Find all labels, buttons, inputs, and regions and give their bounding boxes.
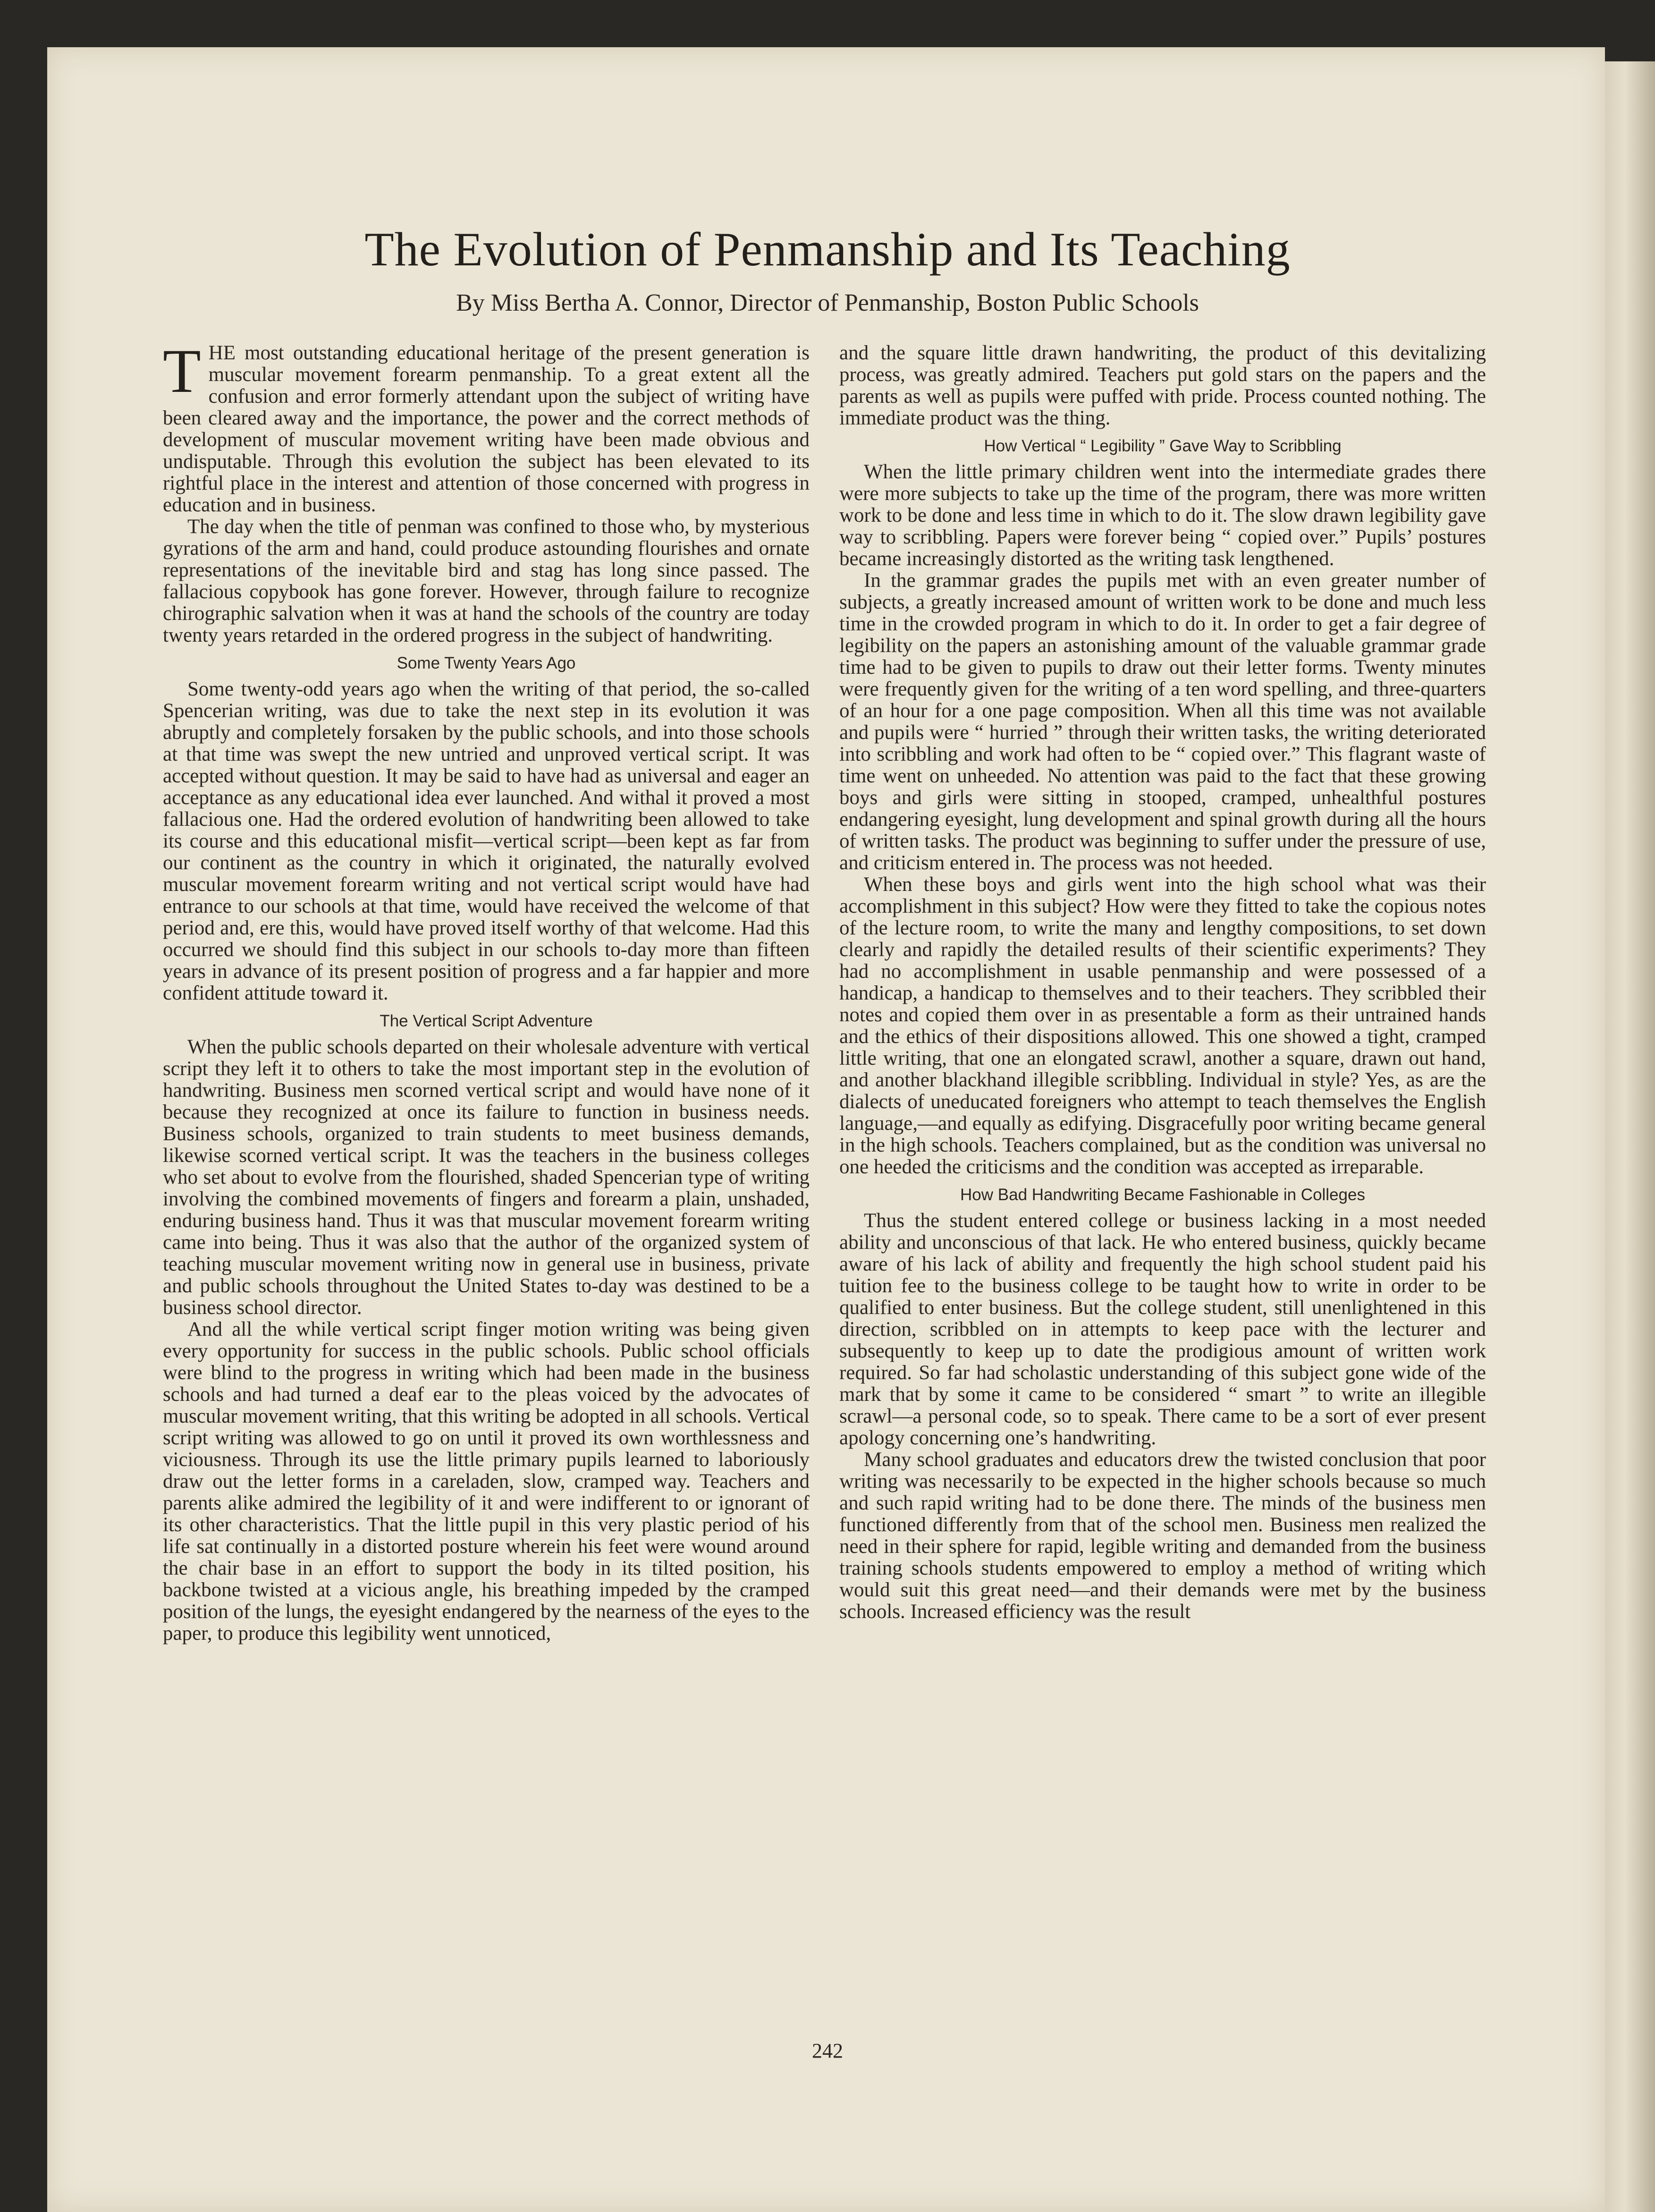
paragraph: Many school graduates and educators drew the twisted conclusion that poor writing was necessarily to be expected in the higher schools because so much and such rapid writing had to be done there. The minds of the business men functioned differently from that of the school men. Business men realized the need in their sphere for rapid, legible writing and demanded from the business training schools students empowered to employ a method of writing which would suit this great need—and their demands were met by the business schools. Increased efficiency was the result — [839, 1449, 1486, 1623]
paragraph: When the little primary children went into the intermediate grades there were more subjects to take up the time of the program, there was more written work to be done and less time in which to do it. The slow drawn legibility gave way to scribbling. Papers were forever being “ copied over.” Pupils’ postures became increasingly distorted as the writing task lengthened. — [839, 461, 1486, 570]
section-heading: How Vertical “ Legibility ” Gave Way to Scribbling — [984, 437, 1342, 455]
left-column — [163, 342, 810, 2014]
article-title: The Evolution of Penmanship and Its Teaching — [364, 223, 1291, 276]
paragraph: Some twenty-odd years ago when the writing of that period, the so-called Spencerian writing, was due to take the next step in its evolution it was abruptly and completely forsaken by the public schools, and into those schools at that time was swept the new untried and unproved vertical script. It was accepted without question. It may be said to have had as universal and eager an acceptance as any educational idea ever launched. And withal it proved a most fallacious one. Had the ordered evolution of handwriting been allowed to take its course and this educational misfit—vertical script—been kept as far from our continent as the country in which it originated, the naturally evolved muscular movement forearm writing and not vertical script would have had entrance to our schools at that time, would have received the welcome of that period and, ere this, would have proved itself worthy of that welcome. Had this occurred we should find this subject in our schools to-day more than fifteen years in advance of its present position of progress and a far happier and more confident attitude toward it. — [163, 678, 810, 1004]
paragraph: When the public schools departed on their wholesale adventure with vertical script they left it to others to take the most important step in the evolution of handwriting. Business men scorned vertical script and would have none of it because they recognized at once its failure to function in business needs. Business schools, organized to train students to meet business demands, likewise scorned vertical script. It was the teachers in the business colleges who set about to evolve from the flourished, shaded Spencerian type of writing involving the combined movements of fingers and forearm a plain, unshaded, enduring business hand. Thus it was that muscular movement forearm writing came into being. Thus it was also that the author of the organized system of teaching muscular movement writing now in general use in business, private and public schools throughout the United States to-day was destined to be a business school director. — [163, 1036, 810, 1319]
paragraph: The day when the title of penman was confined to those who, by mysterious gyrations of the arm and hand, could produce astounding flourishes and ornate representations of the inevitable bird and stag has long since passed. The fallacious copybook has gone forever. However, through failure to recognize chirographic salvation when it was at hand the schools of the country are today twenty years retarded in the ordered progress in the subject of handwriting. — [163, 516, 810, 646]
section-heading: How Bad Handwriting Became Fashionable in Colleges — [960, 1186, 1365, 1204]
page-number: 242 — [812, 2039, 843, 2062]
paragraph: and the square little drawn handwriting, the product of this devitalizing process, was greatly admired. Teachers put gold stars on the papers and the parents as well as pupils were puffed with pride. Process counted nothing. The immediate product was the thing. — [839, 342, 1486, 429]
section-heading: Some Twenty Years Ago — [397, 654, 576, 672]
section-heading: The Vertical Script Adventure — [380, 1012, 593, 1030]
book-spine-edge — [1605, 61, 1655, 2212]
paragraph: And all the while vertical script finger motion writing was being given every opportunity for success in the public schools. Public school officials were blind to the progress in writing which had been made in the business schools and had turned a deaf ear to the pleas voiced by the advocates of muscular movement writing, that this writing be adopted in all schools. Vertical script writing was allowed to go on until it proved its own worthlessness and viciousness. Through its use the little primary pupils learned to laboriously draw out the letter forms in a careladen, slow, cramped way. Teachers and parents alike admired the legibility of it and were indifferent to or ignorant of its other characteristics. That the little pupil in this very plastic period of his life sat continually in a distorted posture wherein his feet were wound around the chair base in an effort to support the body in its tilted position, his backbone twisted at a vicious angle, his breathing impeded by the cramped position of the lungs, the eyesight endangered by the nearness of the eyes to the paper, to produce this legibility went unnoticed, — [163, 1318, 810, 1644]
drop-cap: T — [163, 342, 201, 406]
paragraph: Thus the student entered college or business lacking in a most needed ability and unconscious of that lack. He who entered business, quickly became aware of his lack of ability and frequently the high school student paid his tuition fee to the business college to be taught how to write in order to be qualified to enter business. But the college student, still unenlightened in this direction, scribbled on in attempts to keep pace with the lecturer and subsequently to keep up to date the prodigious amount of written work required. So far had scholastic understanding of this subject gone wide of the mark that by some it came to be considered “ smart ” to write an illegible scrawl—a personal code, so to speak. There came to be a sort of ever present apology concerning one’s handwriting. — [839, 1210, 1486, 1449]
paragraph: In the grammar grades the pupils met with an even greater number of subjects, a greatly increased amount of written work to be done and much less time in the crowded program in which to do it. In order to get a fair degree of legibility on the papers an astonishing amount of the valuable grammar grade time had to be given to pupils to draw out their letter forms. Twenty minutes were frequently given for the writing of a ten word spelling, and three-quarters of an hour for a one page composition. When all this time was not available and pupils were “ hurried ” through their written tasks, the writing deteriorated into scribbling and work had often to be “ copied over.” This flagrant waste of time went on unheeded. No attention was paid to the fact that these growing boys and girls were sitting in stooped, cramped, unhealthful postures endangering eyesight, lung development and spinal growth during all the hours of written tasks. The product was beginning to suffer under the pressure of use, and criticism entered in. The process was not heeded. — [839, 569, 1486, 874]
paragraph-text: HE most outstanding educational heritage of the present generation is muscular movement forearm penmanship. To a great extent all the confusion and error formerly attendant upon the subject of writing have been cleared away and the importance, the power and the correct methods of development of muscular movement writing have been made obvious and undisputable. Through this evolution the subject has been elevated to its rightful place in the interest and attention of those concerned with progress in education and in business. — [163, 342, 810, 516]
paragraph — [163, 342, 810, 516]
paragraph: When these boys and girls went into the high school what was their accomplishment in this subject? How were they fitted to take the copious notes of the lecture room, to write the many and lengthy compositions, to set down clearly and rapidly the detailed results of their scientific experiments? They had no accomplishment in usable penmanship and were possessed of a handicap, a handicap to themselves and to their teachers. They scribbled their notes and copied them over in as presentable a form as their untrained hands and the ethics of their dispositions allowed. This one showed a tight, cramped little writing, that one an elongated scrawl, another a square, drawn out hand, and another blackhand illegible scribbling. Individual in style? Yes, as are the dialects of uneducated foreigners who attempt to teach themselves the English language,—and equally as edifying. Disgracefully poor writing became general in the high schools. Teachers complained, but as the condition was universal no one heeded the criticisms and the condition was accepted as irreparable. — [839, 873, 1486, 1178]
right-column — [839, 342, 1486, 2014]
article-byline: By Miss Bertha A. Connor, Director of Penmanship, Boston Public Schools — [456, 289, 1199, 316]
